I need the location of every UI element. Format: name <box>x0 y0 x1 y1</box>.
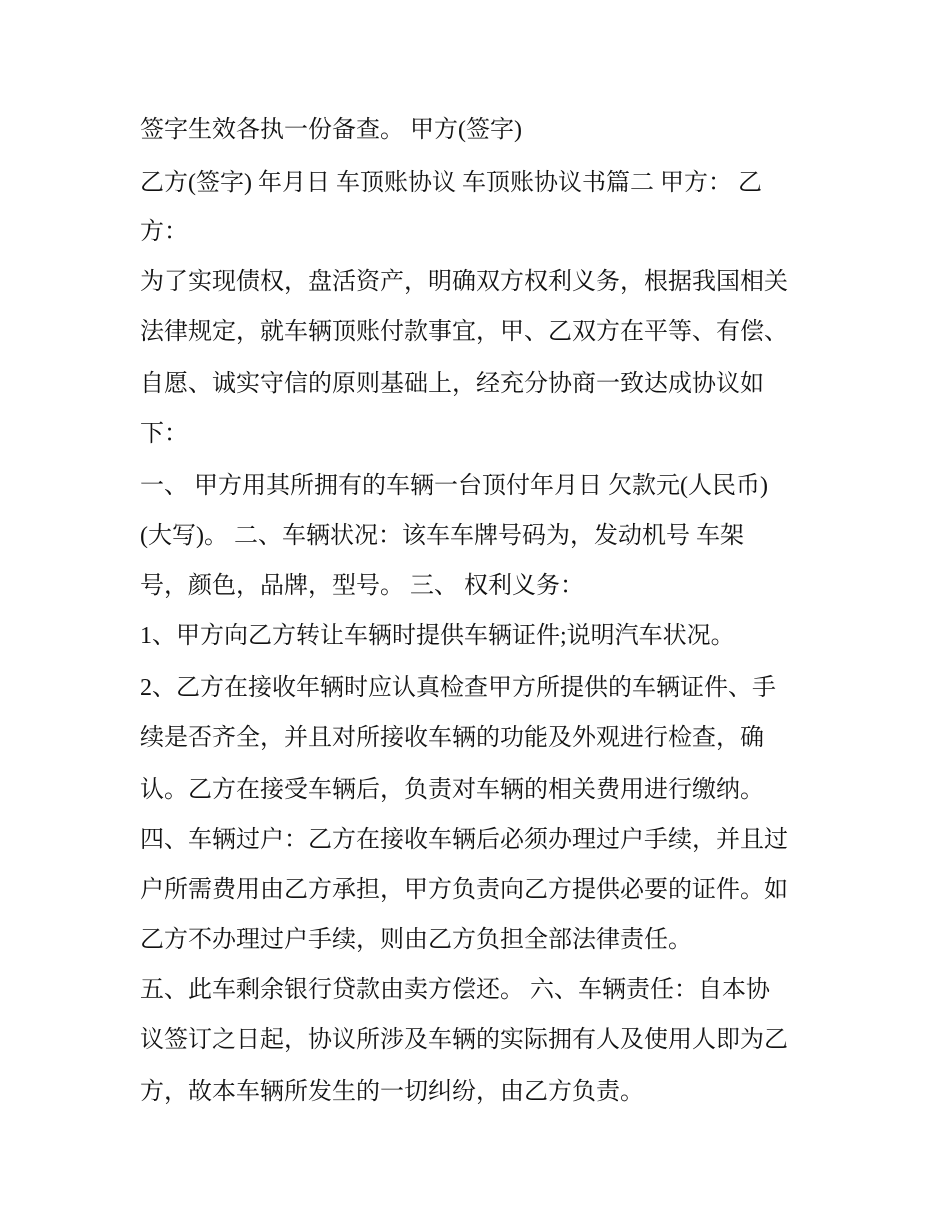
text-line: 方，故本车辆所发生的一切纠纷，由乙方负责。 <box>140 1079 644 1105</box>
text-line: 一、 甲方用其所拥有的车辆一台顶付年月日 欠款元(人民币) <box>140 473 768 499</box>
text-line: 自愿、诚实守信的原则基础上，经充分协商一致达成协议如 <box>140 371 764 397</box>
text-line: 签字生效各执一份备查。 甲方(签字) <box>140 117 522 143</box>
text-line: 乙方不办理过户手续，则由乙方负担全部法律责任。 <box>140 927 692 953</box>
text-line: 续是否齐全，并且对所接收车辆的功能及外观进行检查，确 <box>140 725 764 751</box>
text-line: 乙方(签字) 年月日 车顶账协议 车顶账协议书篇二 甲方： 乙 <box>140 170 762 196</box>
text-line: 户所需费用由乙方承担，甲方负责向乙方提供必要的证件。如 <box>140 877 788 903</box>
text-line: 认。乙方在接受车辆后，负责对车辆的相关费用进行缴纳。 <box>140 777 764 803</box>
text-line: 下： <box>140 421 188 447</box>
text-line: 议签订之日起，协议所涉及车辆的实际拥有人及使用人即为乙 <box>140 1027 788 1053</box>
text-line: 五、此车剩余银行贷款由卖方偿还。 六、车辆责任：自本协 <box>140 977 770 1003</box>
text-line: 2、乙方在接收年辆时应认真检查甲方所提供的车辆证件、手 <box>140 675 776 701</box>
text-line: 号，颜色，品牌，型号。 三、 权利义务： <box>140 573 584 599</box>
text-line: 为了实现债权，盘活资产，明确双方权利义务，根据我国相关 <box>140 269 788 295</box>
text-line: 方： <box>140 219 188 245</box>
text-line: 1、甲方向乙方转让车辆时提供车辆证件;说明汽车状况。 <box>140 623 735 649</box>
text-line: 四、车辆过户：乙方在接收车辆后必须办理过户手续，并且过 <box>140 827 788 853</box>
text-line: 法律规定，就车辆顶账付款事宜，甲、乙双方在平等、有偿、 <box>140 319 788 345</box>
text-line: (大写)。 二、车辆状况：该车车牌号码为，发动机号 车架 <box>140 523 744 549</box>
